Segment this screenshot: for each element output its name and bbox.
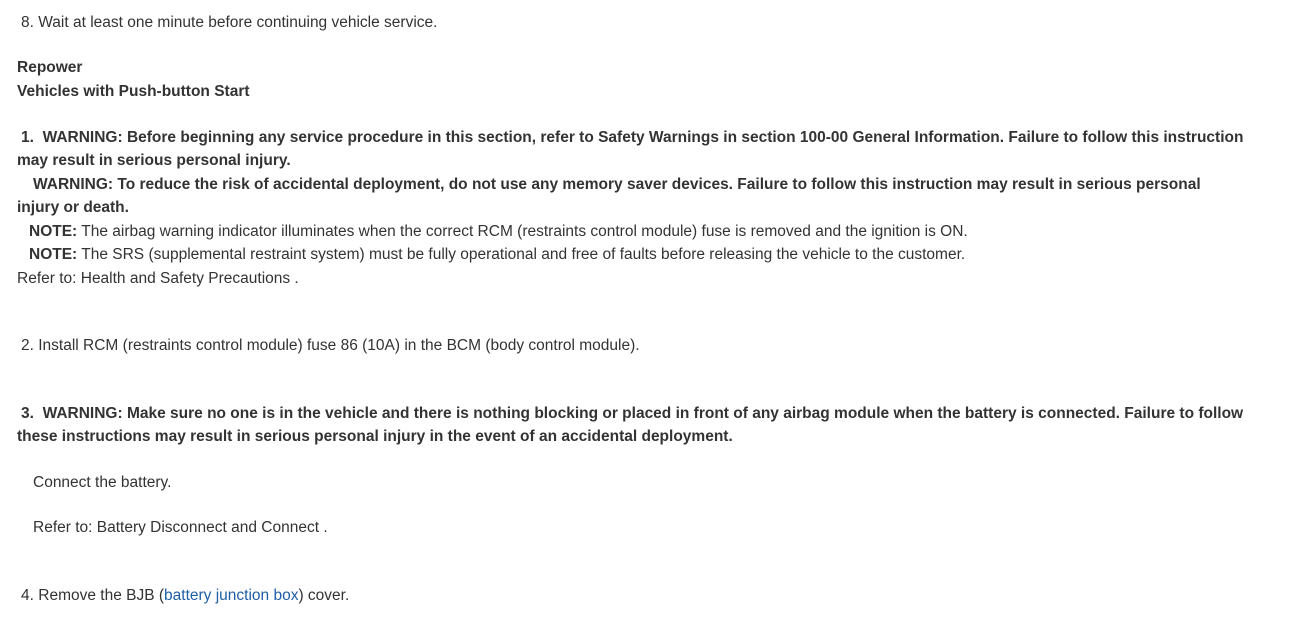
note-label: NOTE:	[29, 246, 78, 263]
step-number: 2.	[21, 337, 34, 354]
step-1-refer[interactable]: Refer to: Health and Safety Precautions .	[17, 270, 299, 287]
section-subheading: Vehicles with Push-button Start	[17, 83, 250, 100]
warning-text: WARNING: Make sure no one is in the vehicle and there is nothing blocking or placed in front of any airbag module when the battery is connected. Failure to follow these instructions may result in serious personal injury in the event of an accidental deployment.	[17, 405, 1244, 445]
step-1-note-1	[29, 220, 968, 243]
warning-text: WARNING: To reduce the risk of accidental deployment, do not use any memory saver devices. Failure to follow this instruction may result in serious personal injury or death.	[17, 176, 1201, 216]
step-1-warning-1	[17, 126, 1247, 172]
section-heading: Repower	[17, 59, 83, 76]
step-number: 4.	[21, 587, 34, 604]
note-text: The SRS (supplemental restraint system) must be fully operational and free of faults before releasing the vehicle to the customer.	[81, 246, 966, 263]
battery-junction-box-link[interactable]: battery junction box	[164, 587, 299, 604]
step-text: Install RCM (restraints control module) fuse 86 (10A) in the BCM (body control module).	[38, 337, 640, 354]
step-8	[21, 11, 437, 34]
step-1-note-2	[29, 243, 965, 266]
step-number: 8.	[21, 14, 34, 31]
step-text-after: ) cover.	[298, 587, 350, 604]
step-2	[21, 334, 640, 357]
step-4	[21, 584, 349, 607]
warning-text: WARNING: Before beginning any service procedure in this section, refer to Safety Warnings in section 100-00 General Information. Failure to follow this instruction may result in serious personal injury.	[17, 129, 1244, 169]
note-label: NOTE:	[29, 223, 78, 240]
note-text: The airbag warning indicator illuminates when the correct RCM (restraints control module) fuse is removed and the ignition is ON.	[81, 223, 968, 240]
step-text: Wait at least one minute before continuing vehicle service.	[38, 14, 438, 31]
step-3-warning	[17, 402, 1247, 448]
step-number: 3.	[21, 405, 34, 422]
step-number: 1.	[21, 129, 34, 146]
step-3-action: Connect the battery.	[33, 474, 172, 491]
step-3-refer[interactable]: Refer to: Battery Disconnect and Connect .	[33, 519, 328, 536]
step-1-warning-2	[17, 173, 1247, 219]
step-text-before: Remove the BJB (	[38, 587, 165, 604]
